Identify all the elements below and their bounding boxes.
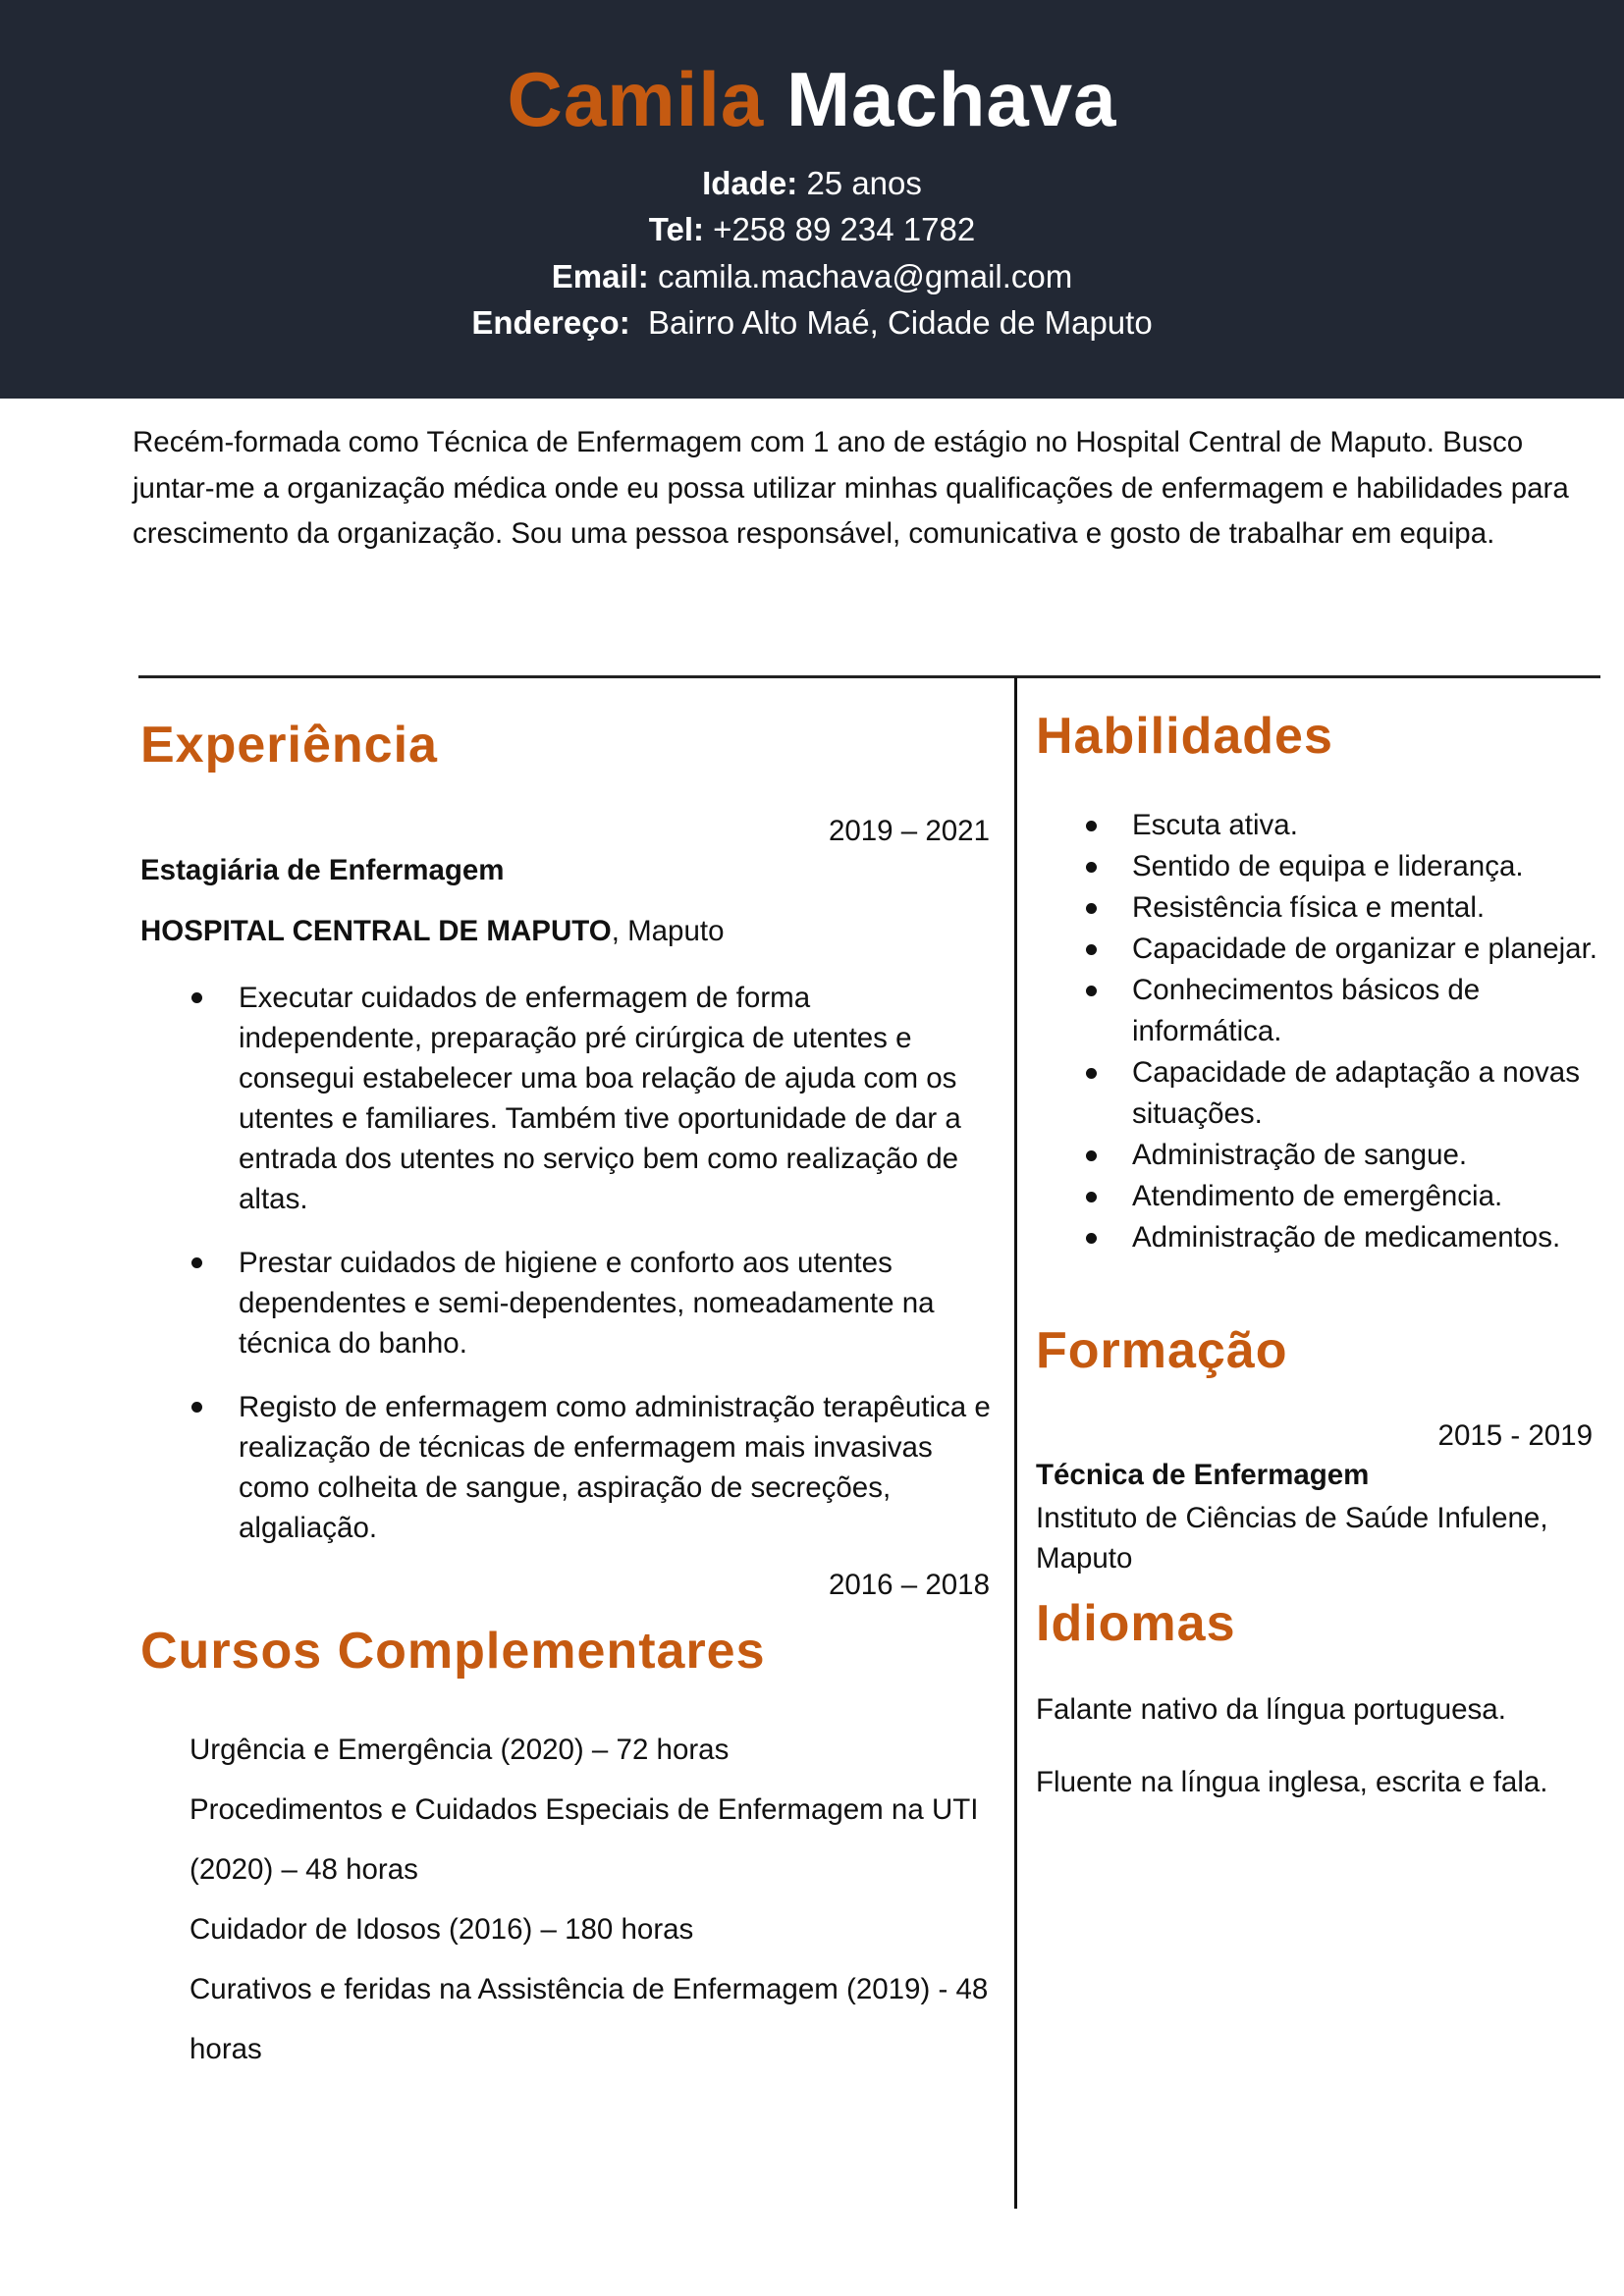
skill-item xyxy=(1036,929,1605,970)
skills-heading: Habilidades xyxy=(1036,708,1333,765)
experience-employer-line xyxy=(140,917,724,946)
bullet-icon xyxy=(1086,1150,1097,1161)
courses-list xyxy=(189,1720,1004,2079)
skill-item xyxy=(1036,1217,1605,1258)
bullet-icon xyxy=(1086,944,1097,955)
bullet-icon xyxy=(191,1257,202,1268)
email-line xyxy=(0,260,1624,293)
address-line xyxy=(0,306,1624,339)
skill-text: Capacidade de organizar e planejar. xyxy=(1132,933,1597,965)
vertical-divider xyxy=(1014,677,1017,2209)
education-degree: Técnica de Enfermagem xyxy=(1036,1459,1370,1491)
age-value: 25 anos xyxy=(797,165,922,201)
skill-text: Resistência física e mental. xyxy=(1132,891,1486,924)
email-label: Email: xyxy=(551,258,649,294)
skills-list xyxy=(1036,805,1605,1258)
bullet-icon xyxy=(1086,1192,1097,1202)
education-school: Instituto de Ciências de Saúde Infulene, Maputo xyxy=(1036,1502,1548,1575)
skill-text: Sentido de equipa e liderança. xyxy=(1132,850,1524,882)
skill-text: Escuta ativa. xyxy=(1132,809,1298,841)
experience-bullet xyxy=(140,1387,995,1548)
course-item: Curativos e feridas na Assistência de Enfermagem (2019) - 48 horas xyxy=(189,1973,989,2065)
horizontal-divider xyxy=(138,675,1600,678)
languages-heading: Idiomas xyxy=(1036,1595,1236,1652)
age-line xyxy=(0,167,1624,199)
skill-item xyxy=(1036,1135,1605,1176)
bullet-text: Registo de enfermagem como administração terapêutica e realização de técnicas de enfermagem mais invasivas como colheita de sangue, aspiração de secreções, algaliação. xyxy=(239,1391,991,1544)
profile-summary: Recém-formada como Técnica de Enfermagem com 1 ano de estágio no Hospital Central de Maputo. Busco juntar-me a organização médica onde eu possa utilizar minhas qualificações de enfermagem e habilidades para crescimento da organização. Sou uma pessoa responsável, comunicativa e gosto de trabalhar em equipa. xyxy=(133,426,1569,550)
skill-item xyxy=(1036,1176,1605,1217)
experience-date: 2019 – 2021 xyxy=(828,815,990,847)
experience-bullet xyxy=(140,978,995,1219)
courses-date: 2016 – 2018 xyxy=(828,1569,990,1601)
education-date: 2015 - 2019 xyxy=(1437,1419,1593,1452)
first-name: Camila xyxy=(507,56,765,142)
header-banner xyxy=(0,0,1624,399)
skill-item xyxy=(1036,846,1605,887)
language-item: Fluente na língua inglesa, escrita e fala. xyxy=(1036,1766,1548,1798)
bullet-icon xyxy=(1086,903,1097,914)
skill-text: Conhecimentos básicos de informática. xyxy=(1132,974,1481,1047)
skill-text: Administração de sangue. xyxy=(1132,1139,1468,1171)
skill-text: Administração de medicamentos. xyxy=(1132,1221,1561,1254)
education-heading: Formação xyxy=(1036,1322,1288,1379)
bullet-icon xyxy=(1086,821,1097,831)
address-value: Bairro Alto Maé, Cidade de Maputo xyxy=(629,304,1153,341)
email-value[interactable]: camila.machava@gmail.com xyxy=(648,258,1073,294)
experience-bullet xyxy=(140,1243,995,1363)
courses-heading: Cursos Complementares xyxy=(140,1623,766,1680)
course-item: Cuidador de Idosos (2016) – 180 horas xyxy=(189,1913,694,1946)
course-item: Procedimentos e Cuidados Especiais de Enfermagem na UTI (2020) – 48 horas xyxy=(189,1793,979,1886)
bullet-text: Prestar cuidados de higiene e conforto aos utentes dependentes e semi-dependentes, nomeadamente na técnica do banho. xyxy=(239,1247,935,1360)
skill-text: Atendimento de emergência. xyxy=(1132,1180,1503,1212)
experience-heading: Experiência xyxy=(140,717,438,774)
phone-line xyxy=(0,213,1624,245)
bullet-icon xyxy=(1086,986,1097,996)
phone-value: +258 89 234 1782 xyxy=(704,211,976,247)
skill-item xyxy=(1036,970,1605,1052)
skill-item xyxy=(1036,1052,1605,1135)
phone-label: Tel: xyxy=(648,211,705,247)
bullet-icon xyxy=(1086,1233,1097,1244)
experience-bullets xyxy=(140,978,995,1572)
last-name: Machava xyxy=(785,56,1117,142)
age-label: Idade: xyxy=(702,165,798,201)
skill-text: Capacidade de adaptação a novas situações. xyxy=(1132,1056,1580,1130)
bullet-text: Executar cuidados de enfermagem de forma independente, preparação pré cirúrgica de utentes e consegui estabelecer uma boa relação de ajuda com os utentes e familiares. Também tive oportunidade de dar a entrada dos utentes no serviço bem como realização de altas. xyxy=(239,982,961,1215)
skill-item xyxy=(1036,887,1605,929)
candidate-name xyxy=(0,56,1624,142)
bullet-icon xyxy=(1086,862,1097,873)
address-label: Endereço: xyxy=(471,304,630,341)
language-item: Falante nativo da língua portuguesa. xyxy=(1036,1693,1506,1726)
bullet-icon xyxy=(191,1402,202,1413)
course-item: Urgência e Emergência (2020) – 72 horas xyxy=(189,1734,730,1766)
experience-location: , Maputo xyxy=(611,915,725,947)
experience-role: Estagiária de Enfermagem xyxy=(140,854,505,886)
experience-employer: HOSPITAL CENTRAL DE MAPUTO xyxy=(140,915,612,947)
bullet-icon xyxy=(191,992,202,1003)
bullet-icon xyxy=(1086,1068,1097,1079)
skill-item xyxy=(1036,805,1605,846)
